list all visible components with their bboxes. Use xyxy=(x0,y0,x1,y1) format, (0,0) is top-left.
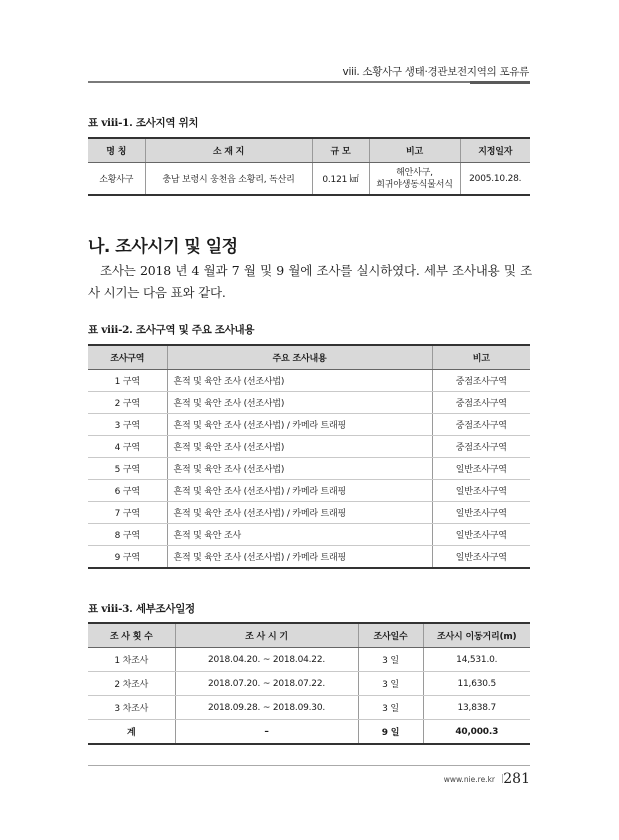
table-cell: 2005.10.28. xyxy=(460,163,530,196)
table-cell: 14,531.0. xyxy=(423,648,530,672)
table-cell: 일반조사구역 xyxy=(432,480,530,502)
table-cell: 40,000.3 xyxy=(423,720,530,745)
section-heading: 나. 조사시기 및 일정 xyxy=(88,237,238,257)
header-cell: 소 재 지 xyxy=(145,138,312,163)
header-cell: 조 사 횟 수 xyxy=(88,623,175,648)
table-cell: 4 구역 xyxy=(88,436,167,458)
table-row xyxy=(88,546,530,569)
table-cell: 중점조사구역 xyxy=(432,414,530,436)
table-cell: 3 일 xyxy=(358,648,423,672)
table-cell: 흔적 및 육안 조사 (선조사법) / 카메라 트래핑 xyxy=(167,502,432,524)
table-row xyxy=(88,648,530,672)
header-cell: 규 모 xyxy=(312,138,369,163)
header-rule-accent xyxy=(470,81,530,84)
table-header-row xyxy=(88,623,530,648)
header-cell: 지정일자 xyxy=(460,138,530,163)
table-cell: 11,630.5 xyxy=(423,672,530,696)
table-row xyxy=(88,392,530,414)
table-cell: 5 구역 xyxy=(88,458,167,480)
table-row xyxy=(88,458,530,480)
table-cell: 8 구역 xyxy=(88,524,167,546)
table2-caption: 표 viii-2. 조사구역 및 주요 조사내용 xyxy=(88,324,255,336)
running-header: viii. 소황사구 생태·경관보전지역의 포유류 xyxy=(342,66,529,78)
table-row xyxy=(88,480,530,502)
table-cell: 1 구역 xyxy=(88,370,167,392)
table-cell: 흔적 및 육안 조사 (선조사법) xyxy=(167,392,432,414)
note-line-2: 희귀야생동식물서식 xyxy=(376,179,453,190)
header-cell: 조사시 이동거리(m) xyxy=(423,623,530,648)
table-header-row xyxy=(88,138,530,163)
table-row xyxy=(88,672,530,696)
table-cell: 7 구역 xyxy=(88,502,167,524)
table-row xyxy=(88,163,530,196)
body-paragraph: 조사는 2018 년 4 월과 7 월 및 9 월에 조사를 실시하였다. 세부 조사내용 및 조사 시기는 다음 표와 같다. xyxy=(88,263,532,300)
table-cell: 소황사구 xyxy=(99,175,134,185)
table-cell: 흔적 및 육안 조사 xyxy=(167,524,432,546)
table-cell: 2018.07.20. ~ 2018.07.22. xyxy=(175,672,358,696)
table-cell: 일반조사구역 xyxy=(432,524,530,546)
header-cell: 명 칭 xyxy=(88,138,145,163)
table-cell: 일반조사구역 xyxy=(432,458,530,480)
header-cell: 비고 xyxy=(369,138,460,163)
table-cell: 2 구역 xyxy=(88,392,167,414)
table-cell: 중점조사구역 xyxy=(432,370,530,392)
header-rule xyxy=(88,81,530,83)
footer-separator: | xyxy=(500,774,504,784)
table1-caption: 표 viii-1. 조사지역 위치 xyxy=(88,117,199,129)
table-cell xyxy=(369,163,460,196)
table-row xyxy=(88,502,530,524)
table-cell: 흔적 및 육안 조사 (선조사법) / 카메라 트래핑 xyxy=(167,414,432,436)
table-cell: 1 차조사 xyxy=(88,648,175,672)
header-cell: 조사구역 xyxy=(88,345,167,370)
page-number: 281 xyxy=(503,771,530,787)
header-cell: 조 사 시 기 xyxy=(175,623,358,648)
table-cell: – xyxy=(175,720,358,745)
table-cell: 3 일 xyxy=(358,696,423,720)
table-cell: 0.121 ㎢ xyxy=(312,163,369,196)
header-cell: 주요 조사내용 xyxy=(167,345,432,370)
table-cell: 흔적 및 육안 조사 (선조사법) xyxy=(167,458,432,480)
header-cell: 조사일수 xyxy=(358,623,423,648)
survey-schedule-table xyxy=(88,622,530,745)
table-cell: 계 xyxy=(88,720,175,745)
table-row xyxy=(88,696,530,720)
table-cell: 6 구역 xyxy=(88,480,167,502)
table-cell: 충남 보령시 웅천읍 소황리, 독산리 xyxy=(145,163,312,196)
survey-area-table xyxy=(88,344,530,569)
table-cell: 흔적 및 육안 조사 (선조사법) / 카메라 트래핑 xyxy=(167,480,432,502)
table-cell: 흔적 및 육안 조사 (선조사법) / 카메라 트래핑 xyxy=(167,546,432,569)
table-row xyxy=(88,414,530,436)
table-cell: 2018.09.28. ~ 2018.09.30. xyxy=(175,696,358,720)
table-cell: 3 구역 xyxy=(88,414,167,436)
table3-caption: 표 viii-3. 세부조사일정 xyxy=(88,603,195,615)
table-cell: 3 일 xyxy=(358,672,423,696)
table-cell: 흔적 및 육안 조사 (선조사법) xyxy=(167,436,432,458)
footer-rule xyxy=(88,765,530,766)
table-header-row xyxy=(88,345,530,370)
table-cell: 흔적 및 육안 조사 (선조사법) xyxy=(167,370,432,392)
table-cell: 일반조사구역 xyxy=(432,546,530,569)
table-row xyxy=(88,370,530,392)
table-row xyxy=(88,524,530,546)
table-cell: 9 구역 xyxy=(114,553,140,563)
table-cell: 중점조사구역 xyxy=(432,436,530,458)
footer-url[interactable]: www.nie.re.kr xyxy=(443,775,495,784)
table-row xyxy=(88,436,530,458)
table-cell: 9 일 xyxy=(358,720,423,745)
survey-location-table xyxy=(88,137,530,196)
table-cell: 13,838.7 xyxy=(423,696,530,720)
table-cell: 3 차조사 xyxy=(88,696,175,720)
table-cell: 2 차조사 xyxy=(88,672,175,696)
note-line-1: 해안사구, xyxy=(396,167,433,178)
table-cell: 중점조사구역 xyxy=(432,392,530,414)
header-cell: 비고 xyxy=(432,345,530,370)
table-cell: 2018.04.20. ~ 2018.04.22. xyxy=(175,648,358,672)
table-cell: 일반조사구역 xyxy=(432,502,530,524)
table-total-row xyxy=(88,720,530,745)
